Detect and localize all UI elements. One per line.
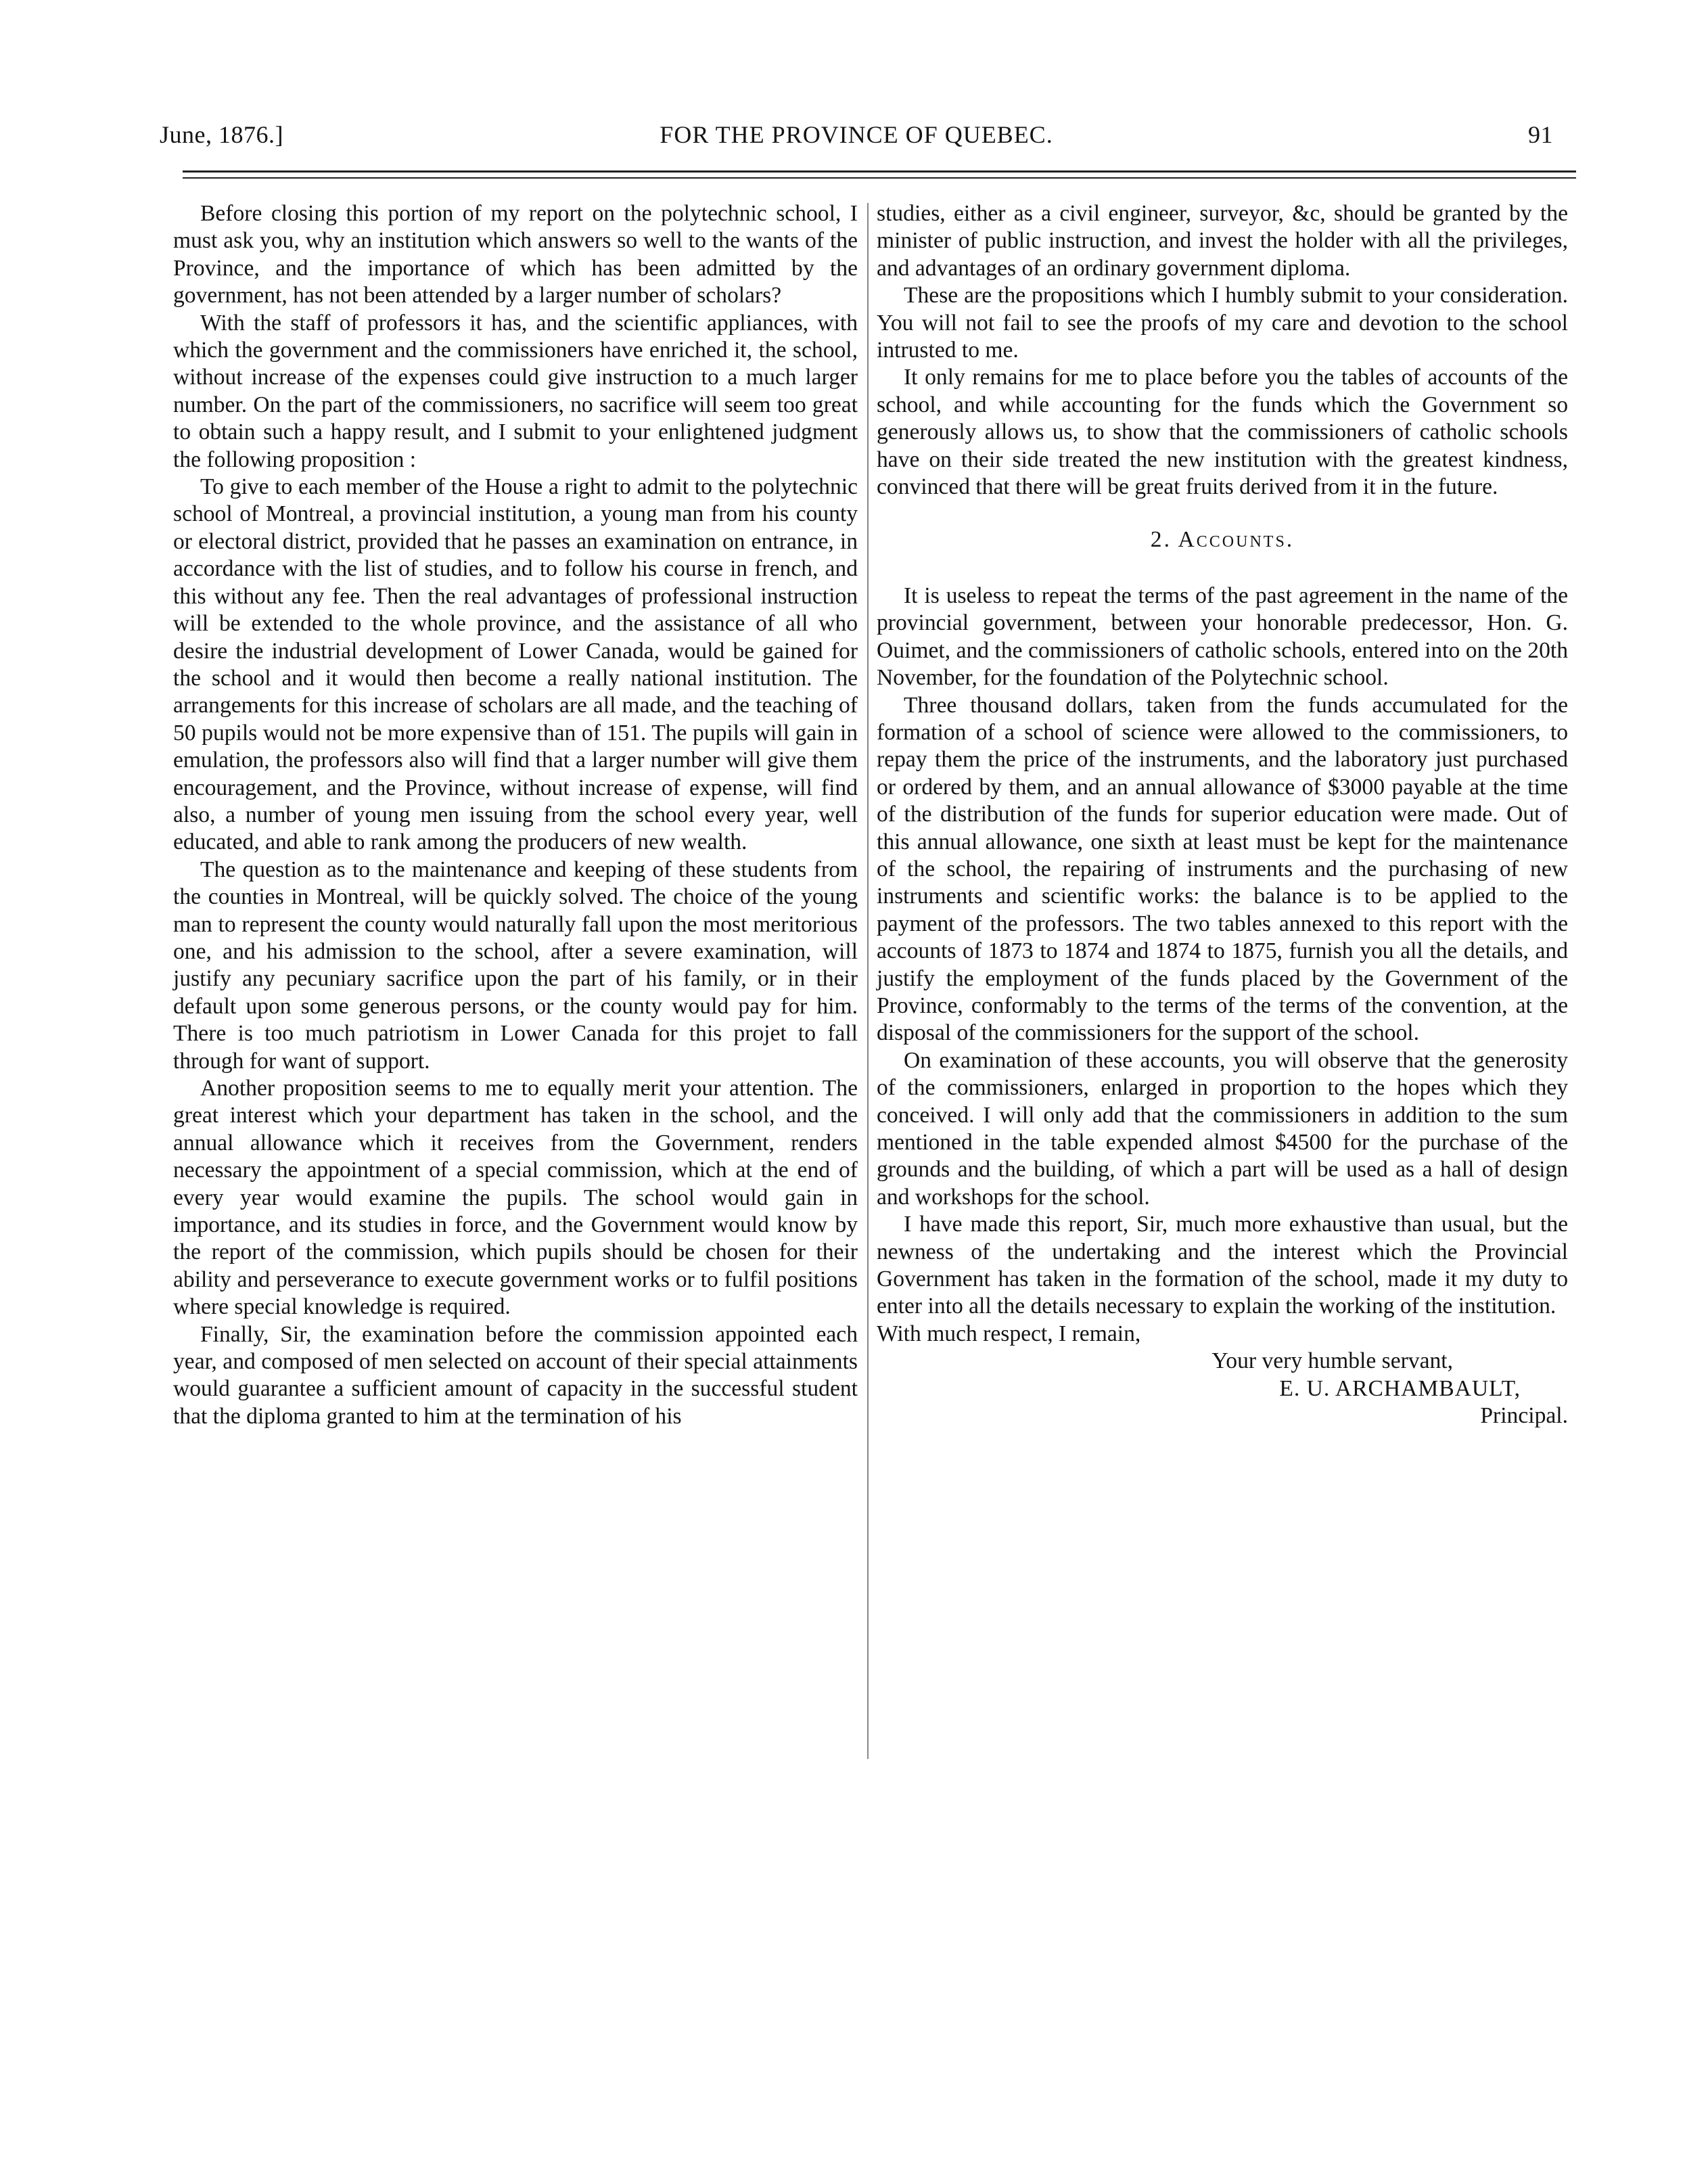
header-rule-thin (183, 177, 1576, 179)
servant-line: Your very humble servant, (1211, 1348, 1453, 1374)
signatory-name: E. U. ARCHAMBAULT, (1279, 1375, 1521, 1401)
paragraph: To give to each member of the House a right to admit to the polytechnic school of Montreal, a provincial institution, a young man from his county or electoral district, provided that he passes an examination on entrance, in accordance with the list of studies, and to follow his course in french, and this without any fee. Then the real advantages of professional instruction will be extended to the whole province, and the assistance of all who desire the industrial development of Lower Canada, would be gained for the school and it would then become a really national institution. The arrangements for this increase of scholars are all made, and the teaching of 50 pupils would not be more expensive than of 151. The pupils will gain in emulation, the professors also will find that a larger number will give them encouragement, and the Province, without increase of expense, will find also, a number of young men issuing from the school every year, well educated, and able to rank among the producers of new wealth. (173, 474, 858, 855)
header-title: FOR THE PROVINCE OF QUEBEC. (660, 121, 1053, 148)
section-heading: 2. Accounts. (1150, 527, 1295, 553)
header-date: June, 1876.] (160, 121, 283, 148)
signatory-title: Principal. (1480, 1403, 1568, 1429)
paragraph: Another proposition seems to me to equally merit your attention. The great interest which your department has taken in the school, and the annual allowance which it receives from the Government, renders necessary the appointment of a special commission, which at the end of every year would examine the pupils. The school would gain in importance, and its studies in force, and the Government would know by the report of the commission, which pupils should be chosen for their ability and perseverance to execute government works or to fulfil positions where special knowledge is required. (173, 1076, 858, 1320)
right-column (877, 200, 1568, 1429)
paragraph: It is useless to repeat the terms of the past agreement in the name of the provincial government, between your honorable predecessor, Hon. G. Ouimet, and the commissioners of catholic schools, entered into on the 20th November, for the foundation of the Polytechnic school. (877, 582, 1568, 691)
paragraph: The question as to the maintenance and keeping of these students from the counties in Montreal, will be quickly solved. The choice of the young man to represent the county would naturally fall upon the most meritorious one, and his admission to the school, after a severe examination, will justify any pecuniary sacrifice upon the part of his family, or in their default upon some generous persons, or the county would pay for him. There is too much patriotism in Lower Canada for this projet to fall through for want of support. (173, 856, 858, 1074)
paragraph: Three thousand dollars, taken from the funds accumulated for the formation of a school of science were allowed to the commissioners, to repay them the price of the instruments, and the laboratory just purchased or ordered by them, and an annual allowance of $3000 payable at the time of the distribution of the funds for superior education were made. Out of this annual allowance, one sixth at least must be kept for the maintenance of the school, the repairing of instruments and the purchasing of new instruments and scientific works: the balance is to be applied to the payment of the professors. The two tables annexed to this report with the accounts of 1873 to 1874 and 1874 to 1875, furnish you all the details, and justify the employment of the funds placed by the Government of the Province, conformably to the terms of the terms of the convention, at the disposal of the commissioners for the support of the school. (877, 692, 1568, 1046)
running-header (160, 120, 1553, 161)
page-number: 91 (1528, 121, 1553, 148)
header-rule (183, 170, 1576, 173)
paragraph: It only remains for me to place before you the tables of accounts of the school, and while accounting for the funds which the Government so generously allows us, to show that the commissioners of catholic schools have on their side treated the new institution with the greatest kindness, convinced that there will be great fruits derived from it in the future. (877, 365, 1568, 500)
paragraph: studies, either as a civil engineer, surveyor, &c, should be granted by the minister of public instruction, and invest the holder with all the privileges, and advantages of an ordinary government diploma. (877, 201, 1568, 281)
left-column (173, 200, 858, 1430)
paragraph: On examination of these accounts, you will observe that the generosity of the commissioners, enlarged in proportion to the hopes which they conceived. I will only add that the commissioners in addition to the sum mentioned in the table expended almost $4500 for the purchase of the grounds and the building, of which a part will be used as a hall of design and workshops for the school. (877, 1047, 1568, 1210)
signature-block (877, 1321, 1568, 1430)
paragraph: With the staff of professors it has, and the scientific appliances, with which the government and the commissioners have enriched it, the school, without increase of the expenses could give instruction to a much larger number. On the part of the commissioners, no sacrifice will seem too great to obtain such a happy result, and I submit to your enlightened judgment the following proposition : (173, 310, 858, 472)
paragraph: Before closing this portion of my report on the polytechnic school, I must ask you, why an institution which answers so well to the wants of the Province, and the importance of which has been admitted by the government, has not been attended by a larger number of scholars? (173, 201, 858, 308)
paragraph: I have made this report, Sir, much more exhaustive than usual, but the newness of the undertaking and the interest which the Provincial Government has taken in the formation of the school, made it my duty to enter into all the details necessary to explain the working of the institution. (877, 1212, 1568, 1319)
column-divider (867, 203, 869, 1759)
paragraph: Finally, Sir, the examination before the commission appointed each year, and composed of men selected on account of their special attainments would guarantee a sufficient amount of capacity in the successful student that the diploma granted to him at the termination of his (173, 1321, 858, 1429)
closing-line: With much respect, I remain, (877, 1321, 1141, 1346)
paragraph: These are the propositions which I humbly submit to your consideration. You will not fail to see the proofs of my care and devotion to the school intrusted to me. (877, 283, 1568, 363)
